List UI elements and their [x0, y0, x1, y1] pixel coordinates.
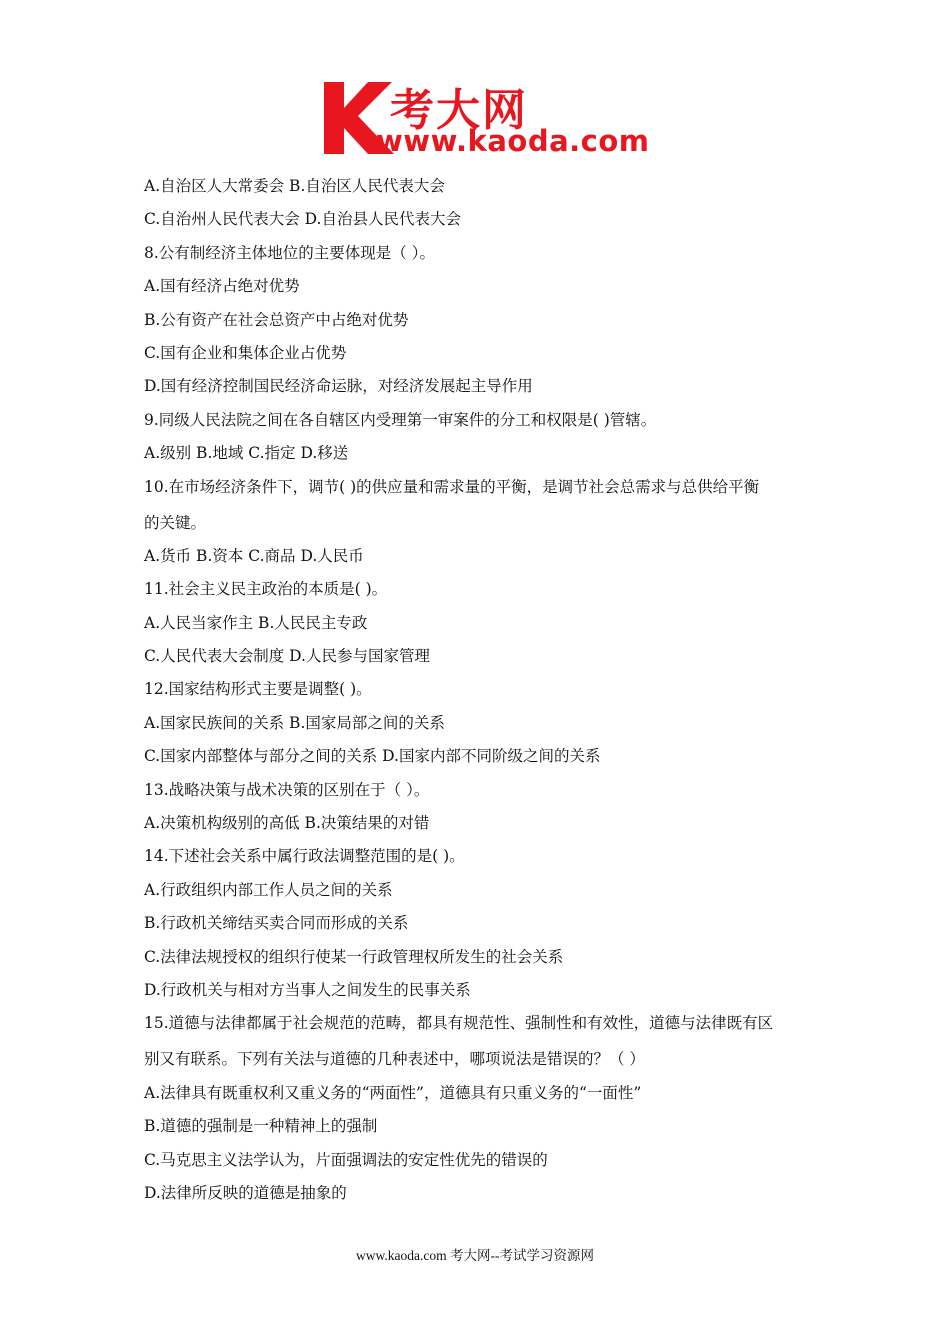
text-line: B.道德的强制是一种精神上的强制 — [144, 1117, 378, 1136]
question-15: 15.道德与法律都属于社会规范的范畴，都具有规范性、强制性和有效性，道德与法律既有区 — [144, 1014, 774, 1033]
text-line: D.行政机关与相对方当事人之间发生的民事关系 — [144, 980, 471, 999]
text-line: A.国家民族间的关系 B.国家局部之间的关系 — [144, 713, 445, 732]
text-line: A.级别 B.地域 C.指定 D.移送 — [144, 444, 349, 463]
text-line: A.货币 B.资本 C.商品 D.人民币 — [144, 546, 364, 565]
question-13: 13.战略决策与战术决策的区别在于（ ）。 — [144, 780, 430, 799]
question-content — [144, 170, 814, 1210]
text-line: B.行政机关缔结买卖合同而形成的关系 — [144, 914, 409, 933]
text-line: D.国有经济控制国民经济命运脉，对经济发展起主导作用 — [144, 377, 533, 396]
text-line: C.国家内部整体与部分之间的关系 D.国家内部不同阶级之间的关系 — [144, 747, 601, 766]
text-line: A.决策机构级别的高低 B.决策结果的对错 — [144, 814, 430, 833]
text-line: C.马克思主义法学认为，片面强调法的安定性优先的错误的 — [144, 1150, 548, 1169]
text-line: A.自治区人大常委会 B.自治区人民代表大会 — [144, 177, 445, 195]
question-9: 9.同级人民法院之间在各自辖区内受理第一审案件的分工和权限是( )管辖。 — [144, 410, 657, 429]
question-10: 10.在市场经济条件下，调节( )的供应量和需求量的平衡，是调节社会总需求与总供给平衡 — [144, 477, 760, 496]
question-12: 12.国家结构形式主要是调整( )。 — [144, 680, 372, 699]
text-line: A.人民当家作主 B.人民民主专政 — [144, 613, 368, 632]
text-line: 的关键。 — [144, 513, 207, 532]
text-line: C.国有企业和集体企业占优势 — [144, 343, 347, 362]
text-line: A.国有经济占绝对优势 — [144, 277, 300, 296]
text-line: B.公有资产在社会总资产中占绝对优势 — [144, 310, 409, 329]
logo-chinese-text: 考大网 — [390, 85, 528, 136]
text-line: C.人民代表大会制度 D.人民参与国家管理 — [144, 647, 430, 666]
page-footer: www.kaoda.com 考大网--考试学习资源网 — [356, 1248, 594, 1263]
question-11: 11.社会主义民主政治的本质是( )。 — [144, 580, 388, 599]
text-line: C.法律法规授权的组织行使某一行政管理权所发生的社会关系 — [144, 947, 564, 966]
text-line: A.法律具有既重权利又重义务的“两面性”，道德具有只重义务的“一面性” — [144, 1083, 642, 1102]
question-8: 8.公有制经济主体地位的主要体现是（ ）。 — [144, 243, 435, 262]
text-line: 别又有联系。下列有关法与道德的几种表述中，哪项说法是错误的？（ ） — [144, 1050, 645, 1069]
logo-url-text: www.kaoda.com — [376, 124, 650, 158]
text-line: A.行政组织内部工作人员之间的关系 — [144, 880, 393, 899]
text-line: C.自治州人民代表大会 D.自治县人民代表大会 — [144, 210, 461, 229]
kaoda-logo — [318, 78, 650, 158]
text-line: D.法律所反映的道德是抽象的 — [144, 1183, 347, 1202]
question-14: 14.下述社会关系中属行政法调整范围的是( )。 — [144, 847, 465, 866]
